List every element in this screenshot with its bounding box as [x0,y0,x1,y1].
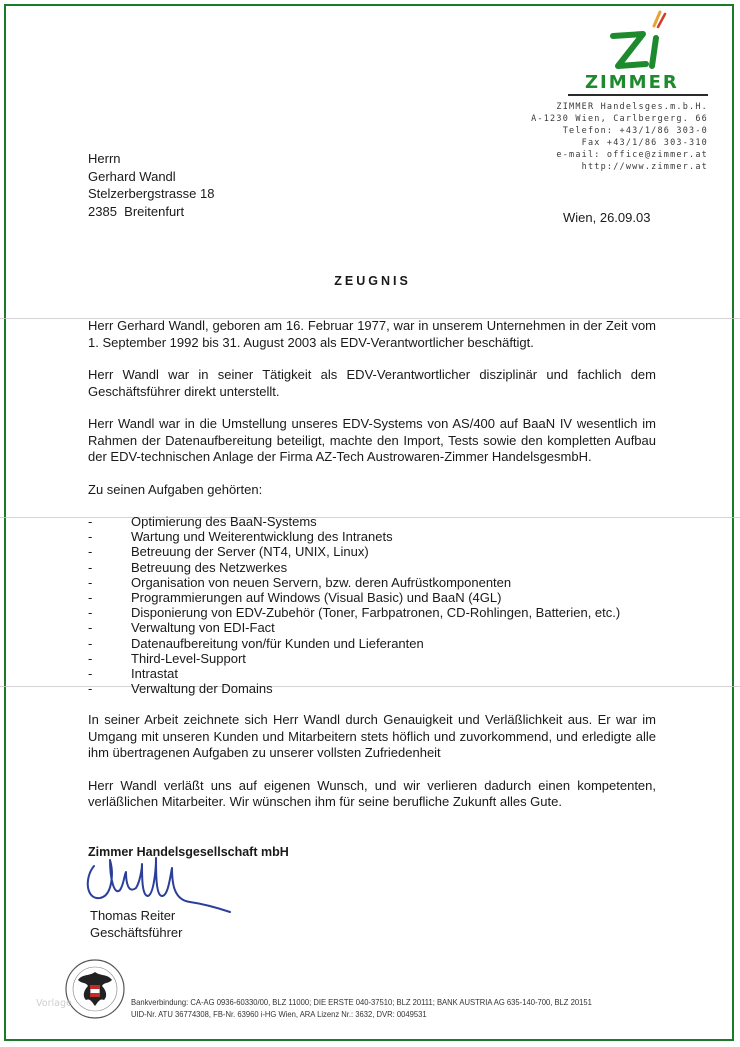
task-text: Betreuung der Server (NT4, UNIX, Linux) [131,544,369,560]
list-item [88,590,656,605]
closing-paragraph: Herr Wandl verläßt uns auf eigenen Wunsch, und wir verlieren dadurch einen kompetenten, verläßlichen Mitarbeiter. Wir wünschen ihm für seine berufliche Zukunft alles Gute. [88,777,656,810]
logo-divider [568,94,708,96]
bank-line: Bankverbindung: CA-AG 0936-60330/00, BLZ 11000; DIE ERSTE 040-37510; BLZ 20111; BANK AUSTRIA AG 635-140-700, BLZ 20151 [131,997,592,1007]
dash-bullet: - [88,620,93,636]
dash-bullet: - [88,544,93,560]
dash-bullet: - [88,514,93,529]
dash-bullet: - [88,665,93,681]
uid-line: UID-Nr. ATU 36774308, FB-Nr. 63960 i-HG Wien, ARA Lizenz Nr.: 3632, DVR: 0049531 [131,1009,427,1019]
document-title [0,274,740,288]
tasks-intro: Zu seinen Aufgaben gehörten: [88,481,263,497]
recipient-line: 2385 Breitenfurt [88,203,185,219]
signature-company: Zimmer Handelsgesellschaft mbH [88,845,289,859]
dash-bullet: - [88,574,93,590]
recipient-line: Gerhard Wandl [88,168,176,184]
dash-bullet: - [88,650,93,666]
list-item [88,514,656,529]
company-line: Fax +43/1/86 303-310 [581,138,708,148]
recipient-address [88,150,214,220]
list-item [88,681,656,696]
dash-bullet: - [88,635,93,651]
signatory [90,907,183,941]
company-website: http://www.zimmer.at [581,162,708,172]
dash-bullet: - [88,681,93,697]
task-text: Betreuung des Netzwerkes [131,559,288,575]
handwritten-signature [80,838,240,918]
list-item [88,529,656,544]
watermark: Vorlage [36,998,72,1009]
company-line: A-1230 Wien, Carlbergerg. 66 [531,114,708,124]
list-item [88,620,656,635]
footer-bank-info [131,996,592,1020]
document-title-text: ZEUGNIS [334,274,411,288]
logo-wordmark: ZIMMER [585,72,679,93]
letter-date: Wien, 26.09.03 [563,210,651,225]
paragraph: Herr Gerhard Wandl, geboren am 16. Februar 1977, war in unserem Unternehmen in der Zeit vom 1. September 1992 bis 31. August 2003 als EDV-Verantwortlicher beschäftigt. [88,318,656,350]
company-line: ZIMMER Handelsges.m.b.H. [556,102,708,112]
company-address [531,101,708,173]
task-text: Verwaltung der Domains [131,681,273,697]
paragraph: Herr Wandl war in die Umstellung unseres EDV-Systems von AS/400 auf BaaN IV wesentlich im Rahmen der Datenaufbereitung beteiligt, machte den Import, Tests sowie den kompletten Aufbau der EDV-technischen Anlage der Firma AZ-Tech Austrowaren-Zimmer HandelsgesmbH. [88,416,656,464]
signatory-role: Geschäftsführer [90,925,183,940]
paragraph: Herr Wandl war in seiner Tätigkeit als EDV-Verantwortlicher disziplinär und fachlich dem Geschäftsführer direkt unterstellt. [88,367,656,399]
task-text: Wartung und Weiterentwicklung des Intranets [131,529,393,545]
list-item [88,651,656,666]
austrian-coat-of-arms-icon [64,958,126,1020]
task-text: Optimierung des BaaN-Systems [131,514,317,529]
task-text: Programmierungen auf Windows (Visual Basic) und BaaN (4GL) [131,589,502,605]
list-item [88,636,656,651]
dash-bullet: - [88,559,93,575]
task-text: Intrastat [131,665,178,681]
list-item [88,605,656,620]
task-text: Organisation von neuen Servern, bzw. deren Aufrüstkomponenten [131,574,512,590]
company-email: e-mail: office@zimmer.at [556,150,708,160]
list-item [88,544,656,559]
task-text: Disponierung von EDV-Zubehör (Toner, Farbpatronen, CD-Rohlingen, Batterien, etc.) [131,605,621,621]
list-item [88,575,656,590]
letter-body [88,318,656,827]
list-item [88,666,656,681]
task-text: Third-Level-Support [131,650,246,666]
task-text: Datenaufbereitung von/für Kunden und Lieferanten [131,635,424,651]
task-list [88,514,656,696]
recipient-line: Stelzerbergstrasse 18 [88,186,215,201]
task-text: Verwaltung von EDI-Fact [131,620,275,636]
dash-bullet: - [88,589,93,605]
list-item [88,560,656,575]
recipient-line: Herrn [88,151,121,166]
dash-bullet: - [88,605,93,621]
company-line: Telefon: +43/1/86 303-0 [562,126,708,136]
dash-bullet: - [88,529,93,545]
signatory-name: Thomas Reiter [90,908,176,923]
closing-paragraph: In seiner Arbeit zeichnete sich Herr Wandl durch Genauigkeit und Verläßlichkeit aus. Er war im Umgang mit unseren Kunden und Mitarbeitern stets höflich und zuvorkommend, und erledigte alle ihm übertragenen Aufgaben zu unserer vollsten Zufriedenheit [88,712,656,761]
